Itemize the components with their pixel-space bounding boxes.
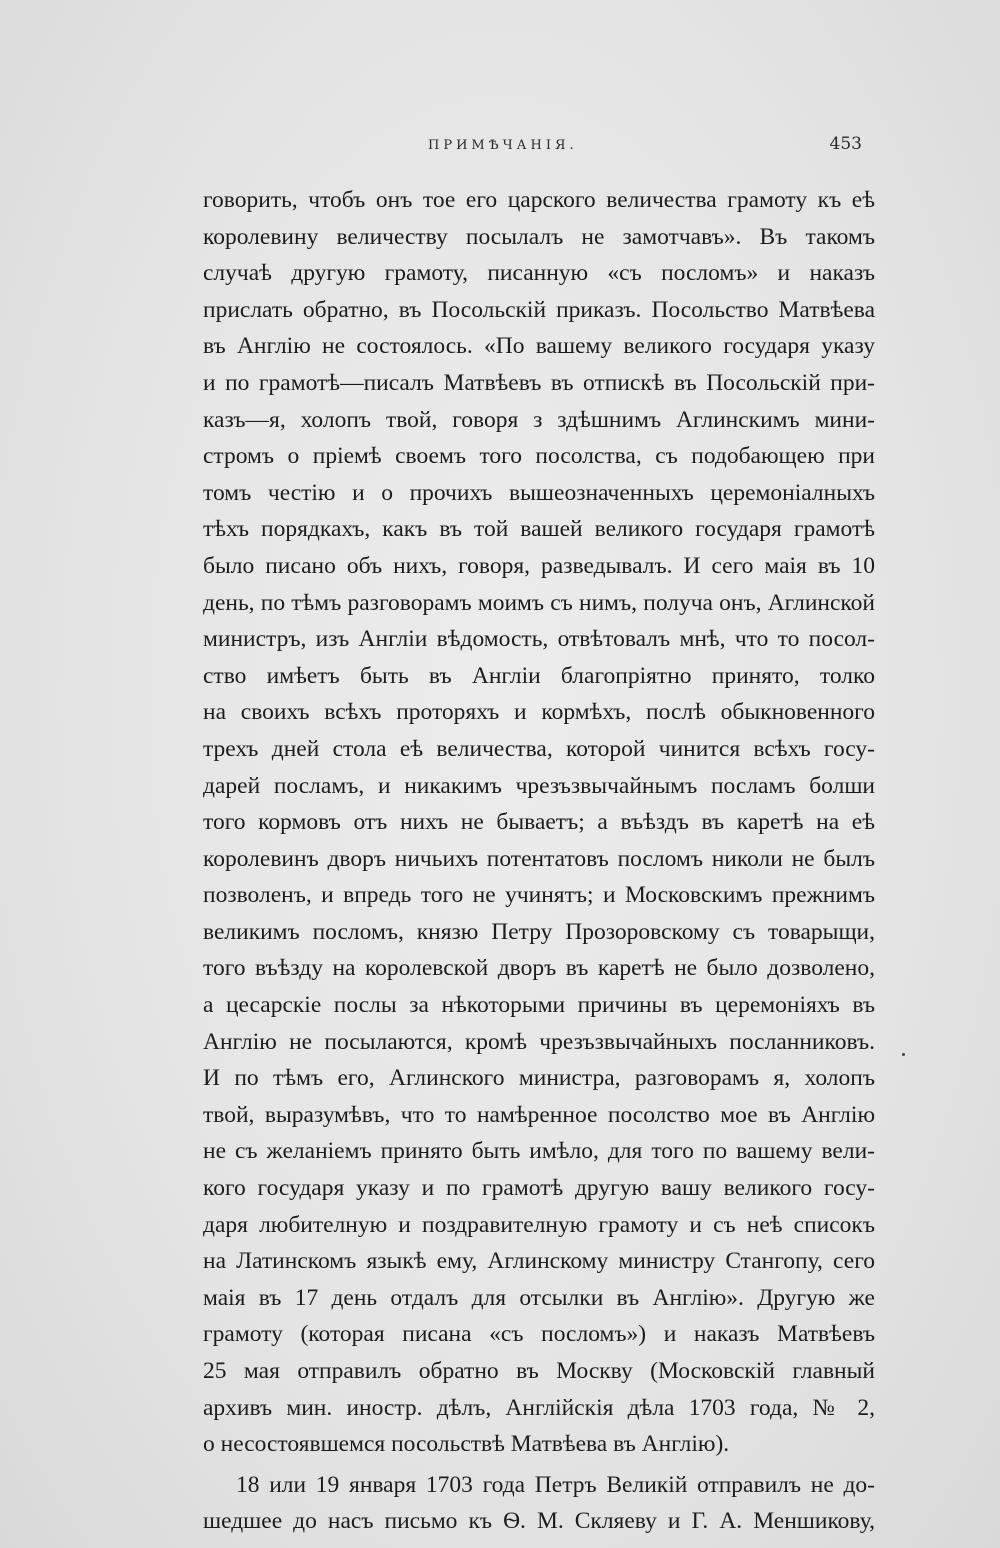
ink-speck	[902, 1053, 905, 1056]
body-text	[203, 182, 875, 1540]
text-line: королевину величеству посылалъ не замотчавъ». Въ такомъ	[203, 223, 875, 250]
text-line: министръ, изъ Англіи вѣдомость, отвѣтовалъ мнѣ, что то посол-	[203, 626, 875, 653]
text-line: тѣхъ порядкахъ, какъ въ той вашей великого государя грамотѣ	[203, 516, 875, 543]
text-line: шедшее до насъ письмо къ Ѳ. М. Скляеву и Г. А. Меншикову,	[203, 1508, 875, 1535]
text-line: а цесарскіе послы за нѣкоторыми причины въ церемоніяхъ въ	[203, 992, 875, 1019]
text-line: маія въ 17 день отдалъ для отсылки въ Англію». Другую же	[203, 1284, 875, 1311]
text-line: архивъ мин. иностр. дѣлъ, Англійскія дѣла 1703 года, № 2,	[203, 1394, 875, 1421]
text-line: дарей посламъ, и никакимъ чрезъзвычайнымъ посламъ болши	[203, 772, 875, 799]
text-line: твой, выразумѣвъ, что то намѣренное посолство мое въ Англію	[203, 1101, 875, 1128]
text-line: того въѣзду на королевской дворъ въ каретѣ не было дозволено,	[203, 955, 875, 982]
text-line: случаѣ другую грамоту, писанную «съ посломъ» и наказъ	[203, 260, 875, 287]
text-line: казъ—я, холопъ твой, говоря з здѣшнимъ Аглинскимъ мини-	[203, 406, 875, 433]
text-line: стромъ о пріемѣ своемъ того посолства, съ подобающею при	[203, 443, 875, 470]
text-line: позволенъ, и впредь того не учинятъ; и Московскимъ прежнимъ	[203, 882, 875, 909]
text-line: было писано объ нихъ, говоря, разведывалъ. И сего маія въ 10	[203, 552, 875, 579]
text-line: 25 мая отправилъ обратно въ Москву (Московскій главный	[203, 1358, 875, 1384]
text-line: Англію не посылаются, кромѣ чрезъзвычайныхъ посланниковъ.	[203, 1028, 875, 1055]
text-line: въ Англію не состоялось. «По вашему великого государя указу	[203, 333, 875, 360]
text-line: говорить, чтобъ онъ тое его царского величества грамоту къ еѣ	[203, 187, 875, 213]
text-line: грамоту (которая писана «съ посломъ») и наказъ Матвѣевъ	[203, 1321, 875, 1348]
page-number: 453	[829, 134, 862, 154]
paragraph	[203, 1467, 875, 1540]
text-line: кого государя указу и по грамотѣ другую вашу великого госу-	[203, 1175, 875, 1202]
text-line: на своихъ всѣхъ проторяхъ и кормѣхъ, послѣ обыкновенного	[203, 699, 875, 726]
text-line: даря любителную и поздравителную грамоту и съ неѣ списокъ	[203, 1211, 875, 1238]
text-line: прислать обратно, въ Посольскій приказъ. Посольство Матвѣева	[203, 296, 875, 323]
text-line: день, по тѣмъ разговорамъ моимъ съ нимъ, получа онъ, Аглинской	[203, 589, 875, 616]
text-line: ство имѣетъ быть въ Англіи благопріятно принято, толко	[203, 662, 875, 689]
text-line: королевинъ дворъ ничьихъ потентатовъ посломъ николи не былъ	[203, 845, 875, 872]
text-line: великимъ посломъ, князю Петру Прозоровскому съ товарыщи,	[203, 918, 875, 945]
text-line: 18 или 19 января 1703 года Петръ Великій отправилъ не до-	[236, 1471, 875, 1498]
text-line: на Латинскомъ языкѣ ему, Аглинскому министру Стангопу, сего	[203, 1248, 875, 1275]
text-line: не съ желаніемъ принято быть имѣло, для того по вашему вели-	[203, 1138, 875, 1165]
text-line: томъ честію и о прочихъ вышеозначенныхъ церемоніалныхъ	[203, 479, 875, 506]
text-line: о несостоявшемся посольствѣ Матвѣева въ Англію).	[203, 1431, 730, 1458]
running-head	[200, 134, 870, 158]
text-line: и по грамотѣ—писалъ Матвѣевъ въ отпискѣ въ Посольскій при-	[203, 369, 875, 396]
paragraph	[203, 182, 875, 1463]
text-line: трехъ дней стола еѣ величества, которой чинится всѣхъ госу-	[203, 735, 875, 762]
text-line: И по тѣмъ его, Аглинского министра, разговорамъ я, холопъ	[203, 1065, 875, 1092]
section-title: ПРИМѢЧАНІЯ.	[428, 138, 578, 153]
text-line: того кормовъ отъ нихъ не бываетъ; а въѣздъ въ каретѣ на еѣ	[203, 809, 875, 836]
